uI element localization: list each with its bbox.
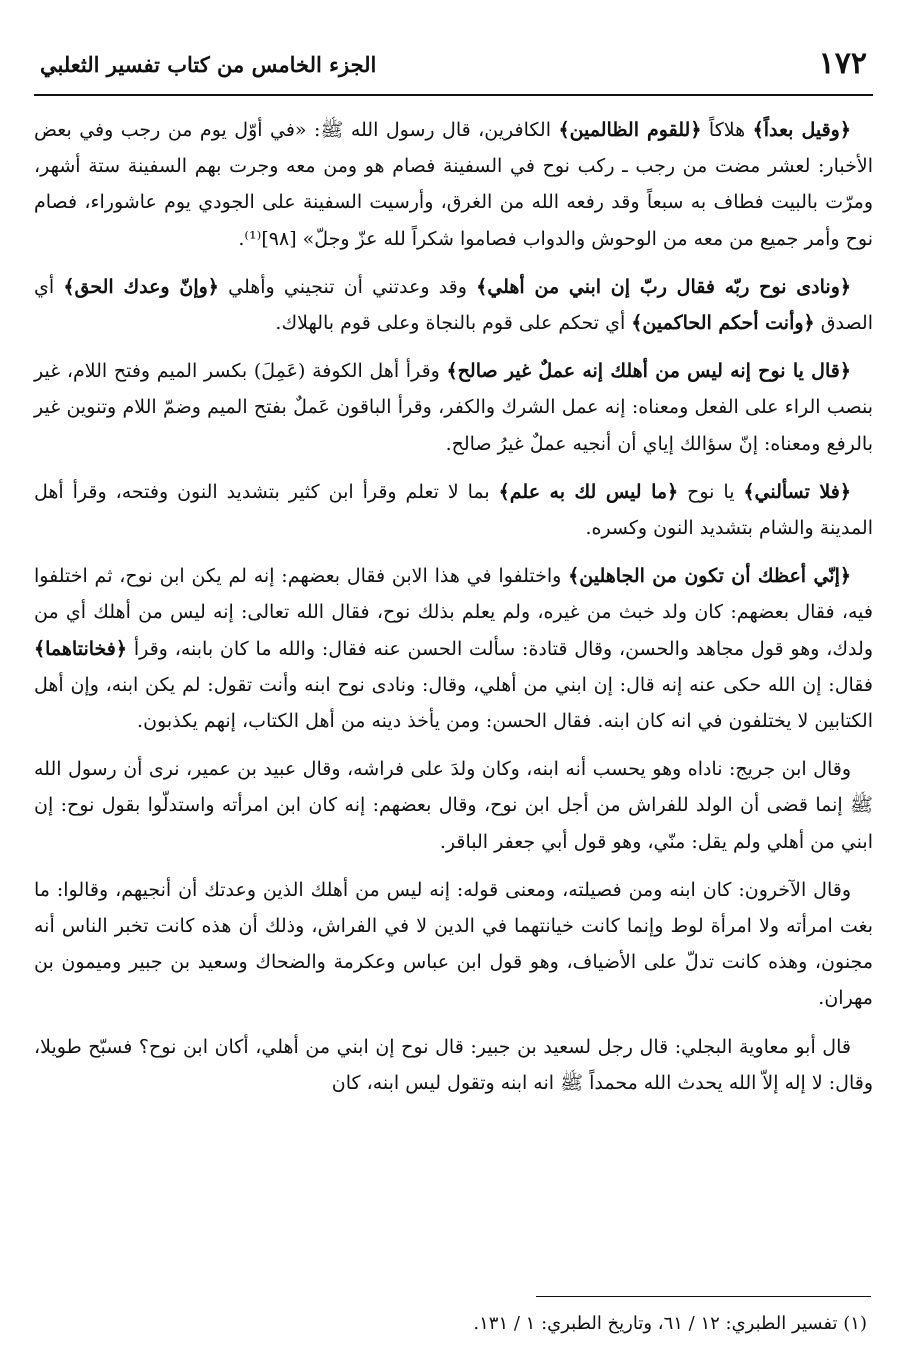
paragraph bbox=[34, 474, 873, 546]
quran-verse: ﴿ما ليس لك به علم﴾ bbox=[498, 480, 679, 503]
paragraph-text: فقال: إن الله حكى عنه إنه قال: إن ابني من أهلي، وقال: ونادى نوح ابنه وأنت تقول: لم يكن ابنه، وإن أهل الكتابين لا يختلفون في انه كان ابنه. فقال الحسن: ومن يأخذ دينه من أهل الكتاب، إنهم يكذبون. bbox=[34, 673, 873, 733]
paragraph bbox=[34, 751, 873, 860]
quran-verse: ﴿ونادى نوح ربّه فقال ربّ إن ابني من أهلي﴾ bbox=[476, 275, 852, 298]
paragraph bbox=[34, 1029, 873, 1101]
quran-verse: ﴿وأنت أحكم الحاكمين﴾ bbox=[631, 312, 815, 335]
quran-verse: ﴿فخانتاهما﴾ bbox=[34, 637, 128, 660]
paragraph-text: أي الصدق bbox=[34, 275, 873, 335]
paragraph-text: الكافرين، قال رسول الله ﷺ: «في أوّل يوم من رجب وفي بعض الأخبار: لعشر مضت من رجب ـ ركب نوح في السفينة فصام هو ومن معه وجرت بهم السفينة ستة أشهر، ومرّت بالبيت فطاف به سبعاً وقد رفعه الله من الغرق، وأرسيت السفينة على الجودي يوم عاشوراء، فصام نوح وأمر جميع من معه من الوحوش والدواب فصاموا شكراً لله عزّ وجلّ» [٩٨]⁽¹⁾. bbox=[34, 119, 873, 250]
paragraph-text: قال أبو معاوية البجلي: قال رجل لسعيد بن جبير: قال نوح إن ابني من أهلي، أكان ابن نوح؟ فسبّح طويلا، وقال: لا إله إلاّ الله يحدث الله محمداً ﷺ انه ابنه وتقول ليس ابنه، كان bbox=[34, 1035, 873, 1094]
paragraph-text: وقرأ أهل الكوفة (عَمِلَ) بكسر الميم وفتح اللام، غير بنصب الراء على الفعل ومعناه: إنه عمل الشرك والكفر، وقرأ الباقون عَملٌ بفتح الميم وضمّ اللام وتنوين غير بالرفع ومعناه: إنّ سؤالك إياي أن أنجيه عملٌ غيرُ صالح. bbox=[34, 360, 874, 455]
body-text bbox=[34, 112, 873, 1113]
quran-verse: ﴿وقيل بعداً﴾ bbox=[752, 119, 851, 141]
paragraph bbox=[34, 872, 873, 1017]
paragraph bbox=[34, 112, 873, 257]
page-header bbox=[34, 44, 873, 96]
footnote: (١) تفسير الطبري: ١٢ / ٦١، وتاريخ الطبري: ١ / ١٣١. bbox=[473, 1313, 867, 1334]
paragraph bbox=[34, 353, 873, 462]
paragraph bbox=[34, 558, 873, 739]
quran-verse: ﴿قال يا نوح إنه ليس من أهلك إنه عملٌ غير صالح﴾ bbox=[446, 360, 851, 383]
paragraph-text: يا نوح bbox=[678, 480, 744, 503]
quran-verse: ﴿فلا تسألني﴾ bbox=[743, 480, 851, 503]
paragraph-text: بما لا تعلم وقرأ ابن كثير بتشديد النون وفتحه، وقرأ أهل المدينة والشام بتشديد النون وكسره. bbox=[34, 480, 873, 540]
paragraph-text: هلاكاً bbox=[701, 119, 753, 141]
paragraph-text: وقال ابن جريج: ناداه وهو يحسب أنه ابنه، وكان ولدَ على فراشه، وقال عبيد بن عمير، نرى أن رسول الله ﷺ إنما قضى أن الولد للفراش من أجل ابن نوح، وقال بعضهم: إنه كان ابن امرأته واستدلّوا بقول نوح: إن ابني من أهلي ولم يقل: منّي، وهو قول أبي جعفر الباقر. bbox=[34, 758, 873, 853]
running-title: الجزء الخامس من كتاب تفسير الثعلبي bbox=[40, 52, 377, 77]
quran-verse: ﴿إنّي أعظك أن تكون من الجاهلين﴾ bbox=[568, 565, 851, 588]
footnote-separator bbox=[536, 1296, 871, 1297]
quran-verse: ﴿وإنّ وعدك الحق﴾ bbox=[63, 275, 219, 298]
paragraph-text: وقد وعدتني أن تنجيني وأهلي bbox=[218, 275, 477, 298]
paragraph-text: وقال الآخرون: كان ابنه ومن فصيلته، ومعنى قوله: إنه ليس من أهلك الذين وعدتك أن أنجيهم، وقالوا: ما بغت امرأته ولا امرأة لوط وإنما كانت خيانتهما في الدين لا في الفراش، وذلك أن هذه كانت تخبر الناس أنه مجنون، وهذه كانت تدلّ على الأضياف، وهو قول ابن عباس وعكرمة والضحاك وسعيد بن جبير وميمون بن مهران. bbox=[34, 878, 873, 1010]
paragraph-text: أي تحكم على قوم بالنجاة وعلى قوم بالهلاك. bbox=[275, 312, 632, 335]
paragraph bbox=[34, 269, 873, 341]
page-number: ١٧٢ bbox=[818, 46, 867, 81]
quran-verse: ﴿للقوم الظالمين﴾ bbox=[558, 119, 702, 141]
paragraph-text: واختلفوا في هذا الابن فقال بعضهم: إنه لم يكن ابن نوح، ثم اختلفوا فيه، فقال بعضهم: كان ولد خبث من غيره، ولم يعلم بذلك نوح، فقال الله تعالى: إنه ليس من أهلك أي من ولدك، وهو قول مجاهد والحسن، وقال قتادة: سألت الحسن عنه فقال: والله ما كان بابنه، وقرأ bbox=[34, 565, 873, 660]
